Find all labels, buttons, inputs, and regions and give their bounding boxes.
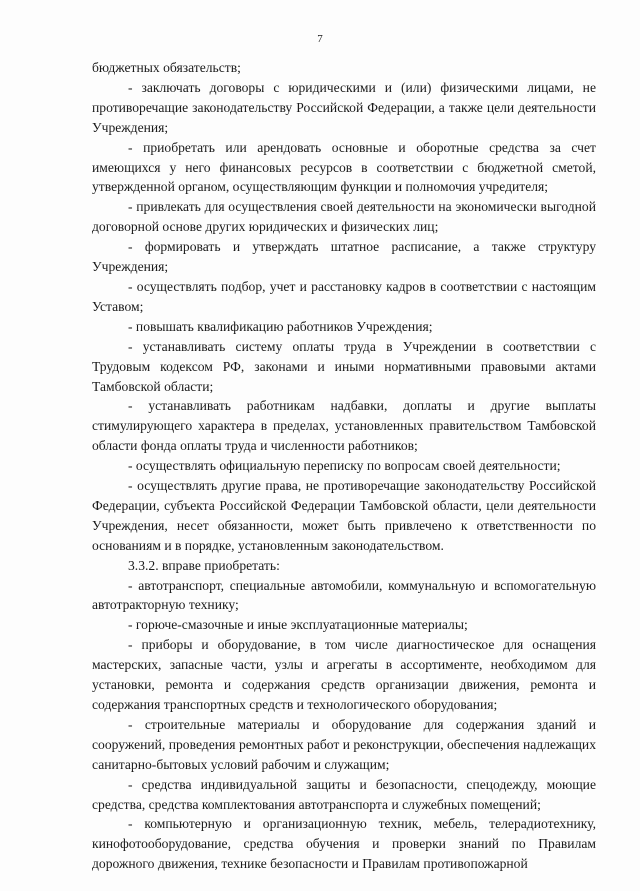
paragraph: - устанавливать работникам надбавки, доплаты и другие выплаты стимулирующего характера в пределах, установленных правительством Тамбовской области фонда оплаты труда и численности работников; — [92, 398, 596, 454]
paragraph: - осуществлять другие права, не противоречащие законодательству Российской Федерации, субъекта Российской Федерации Тамбовской области, цели деятельности Учреждения, несет обязанности, может быть привлечено к ответственности по основаниям и в порядке, установленным законодательством. — [92, 478, 596, 553]
page-number: 7 — [317, 33, 323, 45]
document-body — [92, 58, 596, 874]
paragraph: - осуществлять подбор, учет и расстановку кадров в соответствии с настоящим Уставом; — [92, 278, 596, 314]
paragraph: - автотранспорт, специальные автомобили, коммунальную и вспомогательную автотракторную технику; — [92, 577, 596, 613]
paragraph: - приобретать или арендовать основные и оборотные средства за счет имеющихся у него финансовых ресурсов в соответствии с бюджетной сметой, утвержденной органом, осуществляющим функции и полномочия учредителя; — [92, 139, 596, 195]
paragraph: - устанавливать систему оплаты труда в Учреждении в соответствии с Трудовым кодексом РФ, законами и иными нормативными правовыми актами Тамбовской области; — [92, 338, 596, 394]
paragraph: - осуществлять официальную переписку по вопросам своей деятельности; — [128, 458, 561, 474]
paragraph: - привлекать для осуществления своей деятельности на экономически выгодной договорной основе других юридических и физических лиц; — [92, 199, 596, 235]
paragraph: - строительные материалы и оборудование для содержания зданий и сооружений, проведения ремонтных работ и реконструкции, обеспечения надлежащих санитарно-бытовых условий рабочим и служащим; — [92, 716, 596, 772]
paragraph: - повышать квалификацию работников Учреждения; — [128, 318, 433, 334]
section-heading: 3.3.2. вправе приобретать: — [128, 557, 280, 573]
paragraph: - заключать договоры с юридическими и (или) физическими лицами, не противоречащие законодательству Российской Федерации, а также цели деятельности Учреждения; — [92, 79, 596, 135]
paragraph: - компьютерную и организационную техник, мебель, телерадиотехнику, кинофотооборудование, средства обучения и проверки знаний по Правилам дорожного движения, технике безопасности и Правилам противопожарной — [92, 816, 596, 872]
paragraph: - горюче-смазочные и иные эксплуатационные материалы; — [128, 617, 468, 633]
paragraph: - приборы и оборудование, в том числе диагностическое для оснащения мастерских, запасные части, узлы и агрегаты в ассортименте, необходимом для установки, ремонта и содержания средств организации движения, ремонта и содержания транспортных средств и технологического оборудования; — [92, 637, 596, 712]
paragraph: - средства индивидуальной защиты и безопасности, спецодежду, моющие средства, средства комплектования автотранспорта и служебных помещений; — [92, 776, 596, 812]
paragraph: - формировать и утверждать штатное расписание, а также структуру Учреждения; — [92, 239, 596, 275]
paragraph: бюджетных обязательств; — [92, 60, 241, 75]
